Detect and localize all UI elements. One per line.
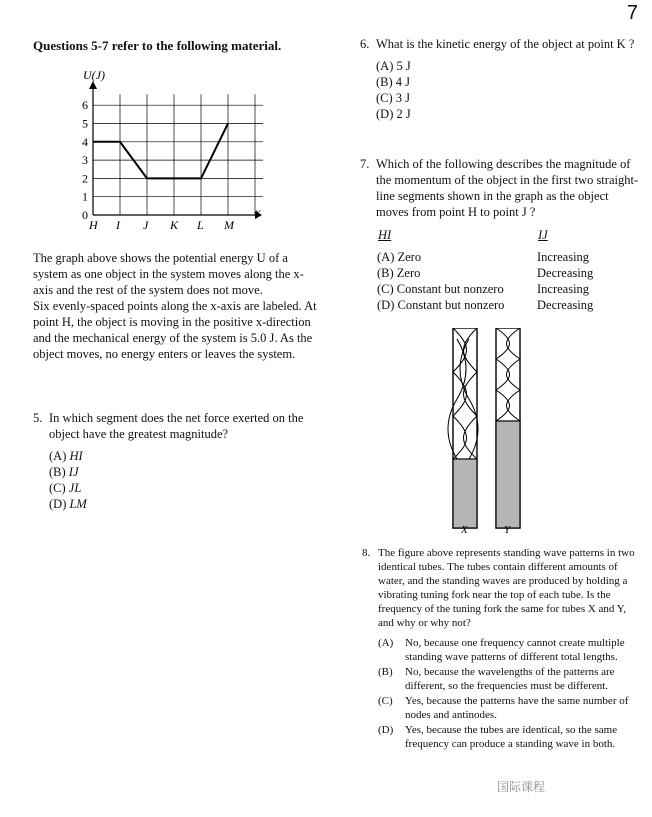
question-number: 8.: [362, 547, 371, 559]
column-header-hi: HI: [378, 228, 392, 242]
choice-d[interactable]: (D) Constant but nonzero Decreasing: [377, 298, 594, 312]
choice-d[interactable]: (D) 2 J: [376, 107, 411, 121]
question-7: [360, 156, 640, 313]
y-axis-label: U(J): [83, 68, 105, 82]
tube-y-water: [496, 421, 520, 528]
passage-paragraph-2: Six evenly-spaced points along the x-axis are labeled. At point H, the object is moving in the positive x-direction and the mechanical energy of the system is 5.0 J. As the object moves, no energy enters or leaves the system.: [33, 299, 317, 361]
question-stem: What is the kinetic energy of the object at point K ?: [376, 37, 635, 51]
x-tick-label: I: [116, 218, 120, 232]
graph-grid: [93, 94, 263, 215]
y-tick-label: 3: [82, 153, 88, 168]
tube-x: [448, 328, 478, 528]
choice-d[interactable]: (D) Yes, because the tubes are identical, so the same frequency can produce a standing wave in both.: [378, 724, 618, 750]
choice-b[interactable]: (B) IJ: [49, 465, 79, 479]
answer-table: [377, 226, 593, 313]
watermark: 国际课程: [497, 780, 546, 794]
choice-a[interactable]: (A) No, because one frequency cannot create multiple standing wave patterns of different total lengths.: [378, 637, 625, 663]
choice-c[interactable]: (C) Constant but nonzero Increasing: [377, 282, 590, 296]
tube-x-label: X: [461, 524, 468, 534]
x-axis-label: x: [255, 205, 261, 219]
question-number: 5.: [33, 411, 43, 425]
question-8: [362, 546, 637, 752]
tube-y-label: Y: [504, 524, 511, 534]
x-tick-label: J: [143, 218, 149, 232]
x-tick-label: L: [197, 218, 204, 232]
question-stem: In which segment does the net force exerted on the object have the greatest magnitude?: [49, 411, 304, 441]
choice-b[interactable]: (B) No, because the wavelengths of the patterns are different, so the frequencies must be different.: [378, 666, 615, 692]
choice-c[interactable]: (C) 3 J: [376, 91, 411, 105]
x-tick-label: K: [170, 218, 179, 232]
question-number: 7.: [360, 157, 370, 171]
choice-a[interactable]: (A) 5 J: [376, 59, 411, 73]
passage-paragraph-1: The graph above shows the potential energy U of a system as one object in the system moves along the x-axis and the rest of the system does not move.: [33, 251, 304, 297]
y-axis-arrow: [89, 81, 97, 89]
choice-b[interactable]: (B) 4 J: [376, 75, 411, 89]
question-stem: The figure above represents standing wave patterns in two identical tubes. The tubes contain different amounts of water, and the standing waves are produced by holding a vibrating tuning fork near the top of each tube. Is the frequency of the tuning fork the same for tubes X and Y, and why or why not?: [378, 547, 635, 629]
tube-y: [496, 328, 520, 528]
choice-d[interactable]: (D) LM: [49, 497, 87, 511]
choice-b[interactable]: (B) Zero Decreasing: [377, 266, 594, 280]
choice-a[interactable]: (A) HI: [49, 449, 83, 463]
question-6: [360, 36, 640, 122]
potential-energy-graph: [55, 65, 285, 240]
standing-wave-tubes-figure: [445, 328, 535, 534]
answer-choices: [376, 58, 640, 122]
choice-c[interactable]: (C) JL: [49, 481, 82, 495]
y-tick-label: 2: [82, 171, 88, 186]
y-tick-label: 4: [82, 134, 88, 149]
page-number: 7: [626, 2, 638, 24]
potential-energy-curve: [93, 124, 228, 179]
question-number: 6.: [360, 37, 370, 51]
y-tick-label: 5: [82, 116, 88, 131]
answer-choices: [49, 448, 313, 512]
passage: [33, 250, 323, 362]
choice-c[interactable]: (C) Yes, because the patterns have the same number of nodes and antinodes.: [378, 695, 629, 721]
y-tick-label: 6: [82, 98, 88, 113]
x-tick-label: M: [224, 218, 234, 232]
questions-heading: Questions 5-7 refer to the following material.: [33, 38, 282, 53]
question-stem: Which of the following describes the magnitude of the momentum of the object in the first two straight-line segments shown in the graph as the object moves from point H to point J ?: [376, 157, 639, 219]
tube-x-water: [453, 459, 477, 528]
column-header-ij: IJ: [538, 228, 548, 242]
choice-a[interactable]: (A) Zero Increasing: [377, 250, 590, 264]
y-tick-label: 0: [82, 208, 88, 222]
answer-choices: [378, 636, 637, 751]
y-tick-label: 1: [82, 189, 88, 204]
x-tick-label: H: [89, 218, 98, 232]
question-5: [33, 410, 313, 512]
